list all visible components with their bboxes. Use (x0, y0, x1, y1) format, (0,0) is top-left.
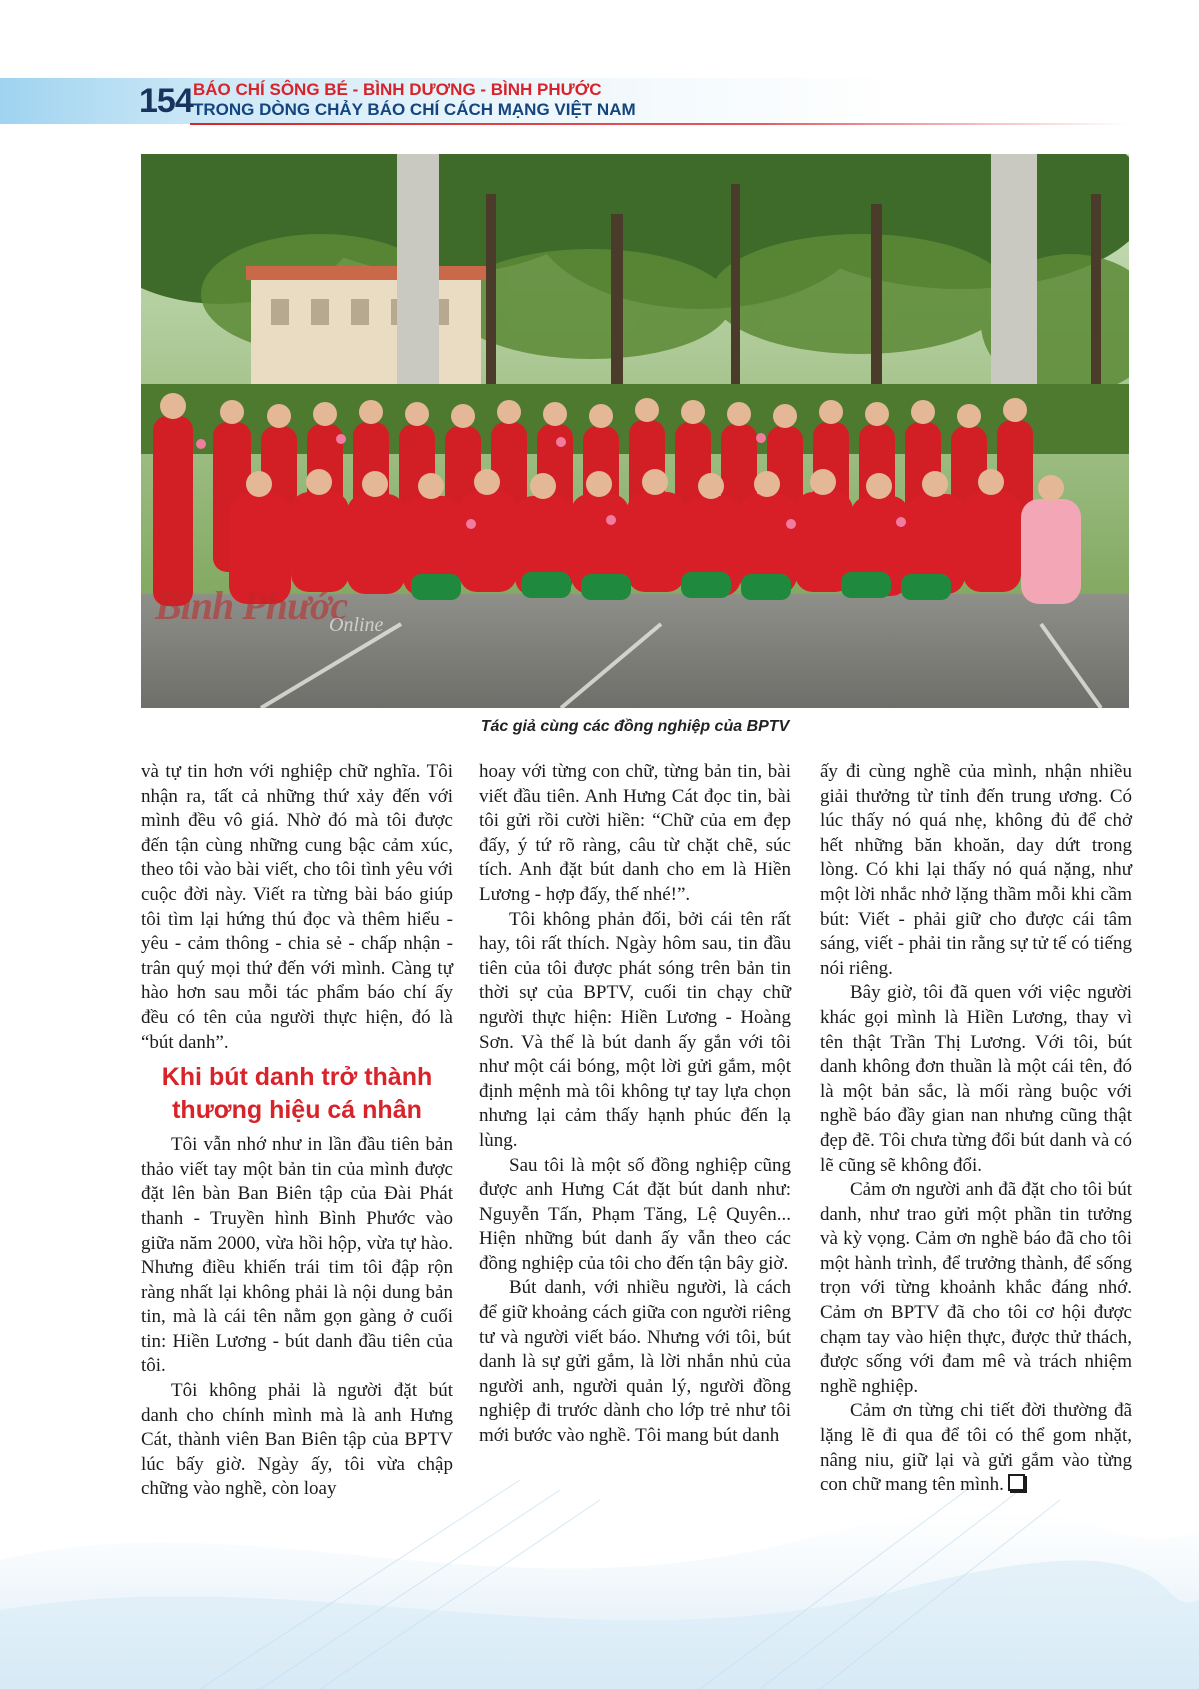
paragraph: hoay với từng con chữ, từng bản tin, bài viết đầu tiên. Anh Hưng Cát đọc tin, bài tôi gửi rồi cười hiền: “Chữ của em đẹp đấy, ý tứ rõ ràng, câu từ chặt chẽ, súc tích. Anh đặt bút danh cho em là Hiền Lương - hợp đấy, thế nhé!”. (479, 761, 791, 905)
article-column-2 (479, 760, 791, 1449)
paragraph: ấy đi cùng nghề của mình, nhận nhiều giải thưởng từ tỉnh đến trung ương. Có lúc thấy nó quá nhẹ, không đủ để chở hết những băn khoăn, day dứt trong lòng. Có khi lại thấy nó quá nặng, như một lời nhắc nhở lặng thầm mỗi khi cầm bút: Viết - phải giữ cho được cái tâm sáng, viết - phải tin rằng sự tử tế có tiếng nói riêng. (820, 761, 1132, 979)
paragraph: Bây giờ, tôi đã quen với việc người khác gọi mình là Hiền Lương, thay vì tên thật Trần Thị Lương. Với tôi, bút danh không đơn thuần là một cái tên, đó là một bản sắc, là mối ràng buộc với nghề báo đầy gian nan nhưng cũng thật đẹp đẽ. Tôi chưa từng đổi bút danh và có lẽ cũng sẽ không đổi. (820, 982, 1132, 1176)
photo-watermark-sub: Online (329, 614, 384, 636)
section-heading-line1: Khi bút danh trở thành (161, 1063, 433, 1092)
section-heading (141, 1061, 453, 1127)
paragraph: Bút danh, với nhiều người, là cách để giữ khoảng cách giữa con người riêng tư và người viết báo. Nhưng với tôi, bút danh là sự gửi gắm, là lời nhắn nhủ của người anh, người quản lý, người đồng nghiệp đi trước dành cho lớp trẻ như tôi mới bước vào nghề. Tôi mang bút danh (479, 1277, 791, 1447)
end-of-article-icon (1008, 1474, 1025, 1491)
page-number: 154 (139, 82, 193, 120)
paragraph: Tôi vẫn nhớ như in lần đầu tiên bản thảo viết tay một bản tin của mình được đặt lên bàn Ban Biên tập của Đài Phát thanh - Truyền hình Bình Phước vào giữa năm 2000, vừa hồi hộp, vừa tự hào. Nhưng điều khiến trái tim tôi đập rộn ràng nhất lại không phải là nội dung bản tin, mà là cái tên nằm gọn gàng ở cuối tin: Hiền Lương - bút danh đầu tiên của tôi. (141, 1134, 453, 1377)
header-title-line1: BÁO CHÍ SÔNG BÉ - BÌNH DƯƠNG - BÌNH PHƯỚC (193, 80, 602, 99)
paragraph: Cảm ơn người anh đã đặt cho tôi bút danh, như trao gửi một phần tin tưởng và kỳ vọng. Cảm ơn nghề báo đã cho tôi một hành trình, để trưởng thành, để sống trọn với từng khoảnh khắc đáng nhớ. Cảm ơn BPTV đã cho tôi cơ hội được chạm tay vào hiện thực, được thử thách, được sống với đam mê và trách nhiệm nghề nghiệp. (820, 1179, 1132, 1397)
photo-caption: Tác giả cùng các đồng nghiệp của BPTV (480, 718, 790, 735)
article-column-1 (141, 760, 453, 1502)
paragraph-final-text: Cảm ơn từng chi tiết đời thường đã lặng lẽ đi qua để tôi có thể gom nhặt, nâng niu, giữ lại và gửi gắm vào từng con chữ mang tên mình. (820, 1400, 1132, 1496)
paragraph: Sau tôi là một số đồng nghiệp cũng được anh Hưng Cát đặt bút danh như: Nguyễn Tấn, Phạm Tăng, Lệ Quyên... Hiện những bút danh ấy vẫn theo các đồng nghiệp của tôi cho đến tận bây giờ. (479, 1154, 791, 1274)
article-column-3 (820, 760, 1132, 1498)
paragraph: Tôi không phải là người đặt bút danh cho chính mình mà là anh Hưng Cát, thành viên Ban Biên tập của BPTV lúc bấy giờ. Ngày ấy, tôi vừa chập chững vào nghề, còn loay (141, 1380, 453, 1500)
header-rule (190, 123, 1130, 125)
paragraph: và tự tin hơn với nghiệp chữ nghĩa. Tôi nhận ra, tất cả những thứ xảy đến với mình đều vô giá. Nhờ đó mà tôi được đến tận cùng những cung bậc cảm xúc, theo tôi vào bài viết, cho tôi tình yêu với cuộc đời này. Viết ra từng bài báo giúp tôi tìm lại hứng thú đọc và thêm hiểu - yêu - cảm thông - chia sẻ - chấp nhận - trân quý mọi thứ đến với mình. Càng tự hào hơn sau mỗi tác phẩm báo chí ấy đều có tên của người thực hiện, đó là “bút danh”. (141, 761, 453, 1053)
header-title-line2: TRONG DÒNG CHẢY BÁO CHÍ CÁCH MẠNG VIỆT NAM (193, 100, 636, 119)
paragraph: Tôi không phản đối, bởi cái tên rất hay, tôi rất thích. Ngày hôm sau, tin đầu tiên của tôi được phát sóng trên bản tin thời sự của BPTV, cuối tin chạy chữ người thực hiện: Hiền Lương - Hoàng Sơn. Và thế là bút danh ấy gắn với tôi như một cái bóng, một lời gửi gắm, một định mệnh mà tôi không tự tay lựa chọn nhưng lại cảm thấy hạnh phúc đến lạ lùng. (479, 908, 791, 1151)
paragraph-final (820, 1399, 1132, 1497)
section-heading-line2: thương hiệu cá nhân (172, 1096, 422, 1125)
group-photo (141, 154, 1129, 708)
photo-watermark: Bình Phước (155, 583, 348, 628)
